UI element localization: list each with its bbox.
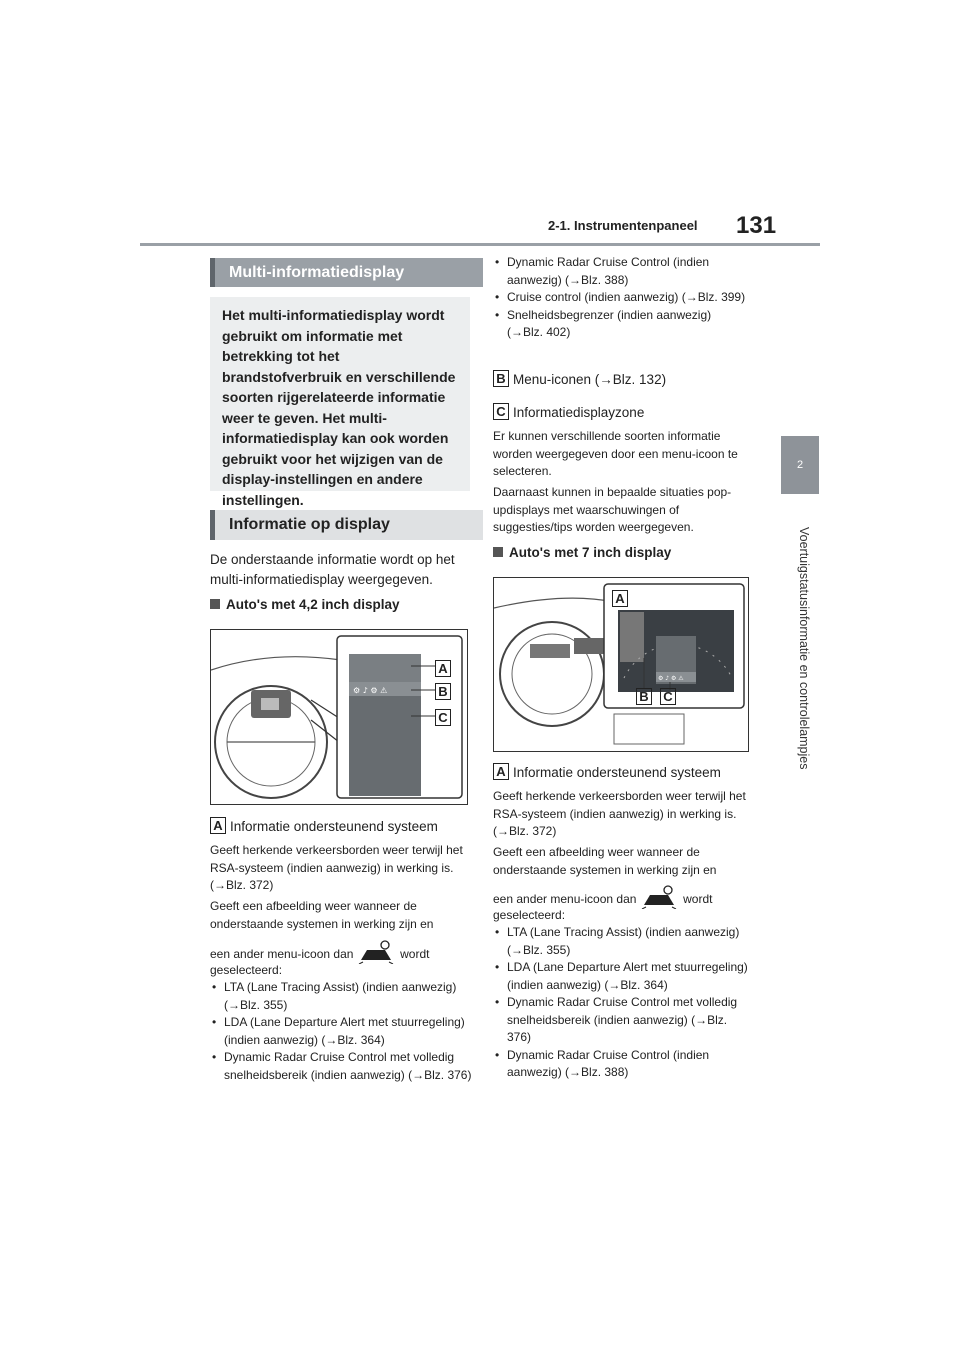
list-item: • LTA (Lane Tracing Assist) (indien aanwezig) (→Blz. 355) (493, 924, 748, 959)
heading-multi-informatiedisplay: Multi-informatiedisplay (210, 258, 483, 287)
item-a-right: A Informatie ondersteunend systeem (493, 763, 753, 780)
list-item: • Dynamic Radar Cruise Control (indien aanwezig) (→Blz. 388) (493, 1047, 748, 1082)
paragraph-a2b-left: een ander menu-icoon dan wordt (210, 940, 472, 964)
list-item: • LDA (Lane Departure Alert met stuurregeling) (indien aanwezig) (→Blz. 364) (493, 959, 748, 994)
item-b: B Menu-iconen (→Blz. 132) (493, 370, 753, 387)
chapter-title: Voertuigstatusinformatie en controlelampjes (797, 527, 811, 770)
dashboard-illustration (211, 630, 467, 804)
list-item: • LDA (Lane Departure Alert met stuurregeling) (indien aanwezig) (→Blz. 364) (210, 1014, 472, 1049)
paragraph-a1-right: Geeft herkende verkeersborden weer terwijl het RSA-systeem (indien aanwezig) in werking is. (→Blz. 372) (493, 789, 746, 838)
svg-text:⚙ ♪ ⚙ ⚠: ⚙ ♪ ⚙ ⚠ (353, 686, 388, 695)
callout-b: B (435, 683, 451, 700)
callout-c: C (660, 688, 676, 705)
page-number: 131 (736, 212, 777, 239)
section-title: 2-1. Instrumentenpaneel (548, 218, 698, 233)
callout-a: A (435, 660, 451, 677)
bullet-list-right-top (493, 254, 748, 342)
chapter-tab: 2 (781, 436, 819, 494)
paragraph-a2-right: Geeft een afbeelding weer wanneer de onderstaande systemen in werking zijn en (493, 845, 717, 877)
car-radar-icon (640, 885, 680, 909)
paragraph-a1-left: Geeft herkende verkeersborden weer terwijl het RSA-systeem (indien aanwezig) in werking is. (→Blz. 372) (210, 843, 463, 892)
subheading-42-inch: Auto's met 4,2 inch display (210, 597, 470, 612)
paragraph-c2: Daarnaast kunnen in bepaalde situaties pop-updisplays met waarschuwingen of suggesties/tips worden weergegeven. (493, 485, 732, 534)
car-radar-icon (357, 940, 397, 964)
figure-7-inch-display (493, 577, 749, 752)
paragraph-intro: De onderstaande informatie wordt op het multi-informatiedisplay weergegeven. (210, 552, 455, 587)
square-bullet-icon (210, 599, 220, 609)
intro-box: Het multi-informatiedisplay wordt gebruikt om informatie met betrekking tot het brandstofverbruik en verschillende soorten rijgerelateerde informatie weer te geven. Het multi-informatiedisplay kan ook worden gebruikt voor het wijzigen van de display-instellingen en andere instellingen. (210, 297, 470, 491)
header-rule (140, 243, 820, 246)
svg-text:⚙ ♪ ⚙ ⚠: ⚙ ♪ ⚙ ⚠ (658, 675, 684, 682)
heading-informatie-op-display: Informatie op display (210, 510, 483, 540)
figure-42-inch-display (210, 629, 468, 805)
bullet-list-left (210, 979, 472, 1084)
list-item: • Dynamic Radar Cruise Control met volledig snelheidsbereik (indien aanwezig) (→Blz. 376) (493, 994, 748, 1047)
list-item: • LTA (Lane Tracing Assist) (indien aanwezig) (→Blz. 355) (210, 979, 472, 1014)
bullet-list-right (493, 924, 748, 1082)
subheading-7-inch: Auto's met 7 inch display (493, 545, 753, 560)
list-item: • Dynamic Radar Cruise Control (indien aanwezig) (→Blz. 388) (493, 254, 748, 289)
item-c: C Informatiedisplayzone (493, 403, 753, 420)
callout-b: B (636, 688, 652, 705)
list-item: • Snelheidsbegrenzer (indien aanwezig) (→Blz. 402) (493, 307, 748, 342)
paragraph-a2d-left: geselecteerd: (210, 963, 283, 977)
list-item: • Dynamic Radar Cruise Control met volledig snelheidsbereik (indien aanwezig) (→Blz. 376) (210, 1049, 472, 1084)
paragraph-a2d-right: geselecteerd: (493, 908, 566, 922)
paragraph-c1: Er kunnen verschillende soorten informatie worden weergegeven door een menu-icoon te selecteren. (493, 429, 738, 478)
list-item: • Cruise control (indien aanwezig) (→Blz. 399) (493, 289, 748, 307)
callout-a: A (612, 590, 628, 607)
paragraph-a2-left: Geeft een afbeelding weer wanneer de onderstaande systemen in werking zijn en (210, 899, 434, 931)
callout-c: C (435, 709, 451, 726)
square-bullet-icon (493, 547, 503, 557)
paragraph-a2b-right: een ander menu-icoon dan wordt (493, 885, 748, 909)
item-a-left: A Informatie ondersteunend systeem (210, 817, 470, 834)
